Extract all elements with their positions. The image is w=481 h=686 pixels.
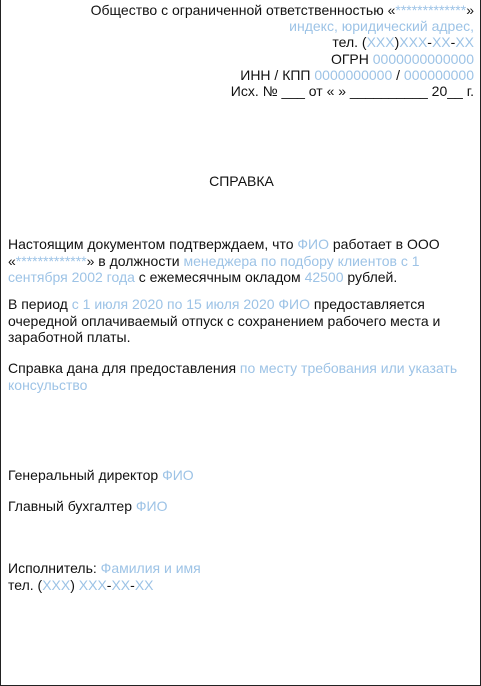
phone-part-2: XX: [111, 576, 131, 593]
salary-placeholder: 42500: [304, 269, 344, 285]
executor-phone-line: [8, 577, 473, 594]
letterhead: [91, 2, 474, 99]
phone-part-3: XX: [455, 34, 474, 51]
text: Справка дана для предоставления: [8, 360, 240, 376]
executor-line: [8, 560, 473, 577]
purpose-paragraph: [8, 360, 473, 393]
accountant-label: Главный бухгалтер: [8, 498, 136, 514]
inn-kpp-label: ИНН / КПП: [240, 66, 315, 83]
director-label: Генеральный директор: [8, 467, 163, 483]
executor-label: Исполнитель:: [8, 560, 101, 576]
text: В период: [8, 296, 72, 312]
text: » в должности: [86, 252, 184, 269]
text: Настоящим документом подтверждаем, что: [8, 236, 298, 252]
director-signature: [8, 467, 473, 484]
phone-part-1: XXX: [78, 576, 107, 593]
phone-dash-2: -: [450, 34, 456, 51]
phone-code: XXX: [42, 576, 71, 593]
inn-kpp-line: [91, 67, 474, 83]
text: с ежемесячным окладом: [134, 269, 305, 285]
position-date-placeholder: менеджера по подбору клиентов с 1 сентября 2002 года: [8, 252, 420, 285]
phone-dash-2: -: [130, 576, 135, 593]
purpose-placeholder: по месту требования или указать консульство: [8, 360, 458, 393]
ogrn-line: [91, 51, 474, 67]
phone-part-1: XXX: [399, 34, 428, 51]
text: предоставляется очередной оплачиваемый отпуск с сохранением рабочего места и заработной платы.: [8, 296, 441, 345]
accountant-fio-placeholder: ФИО: [135, 498, 168, 514]
phone-part-2: XX: [431, 34, 451, 51]
text: рублей.: [343, 269, 398, 285]
address-line: [91, 18, 474, 34]
outgoing-number-line: Исх. № ___ от « » __________ 20__ г.: [230, 83, 474, 100]
address-placeholder: индекс, юридический адрес,: [289, 18, 474, 35]
phone-dash-1: -: [106, 576, 112, 593]
employment-paragraph: [8, 236, 473, 286]
phone-line: [91, 34, 474, 50]
phone-label: тел. (: [8, 576, 43, 593]
phone-dash-1: -: [427, 34, 432, 51]
company-suffix: »: [466, 2, 474, 18]
inn-value: 0000000000: [314, 66, 393, 83]
company-name-line: [91, 2, 474, 18]
phone-part-3: XX: [134, 576, 154, 593]
document-title: СПРАВКА: [209, 173, 274, 189]
executor-name-placeholder: Фамилия и имя: [100, 560, 201, 576]
executor-block: [8, 560, 473, 593]
director-fio-placeholder: ФИО: [162, 467, 194, 483]
ogrn-label: ОГРН: [330, 50, 373, 67]
employee-fio-placeholder: ФИО: [297, 236, 329, 252]
vacation-paragraph: [8, 296, 473, 346]
kpp-value: 000000000: [403, 66, 474, 83]
inn-kpp-separator: /: [392, 66, 404, 83]
phone-code: XXX: [366, 34, 395, 51]
text: работает в ООО «: [8, 236, 440, 269]
phone-label: тел. (: [332, 34, 367, 51]
company-placeholder: *************: [15, 252, 87, 269]
company-name-placeholder: *************: [395, 2, 467, 18]
phone-bracket: ): [70, 576, 79, 593]
company-prefix: Общество с ограниченной ответственностью «: [90, 2, 396, 18]
phone-bracket: ): [394, 34, 400, 51]
vacation-period-placeholder: с 1 июля 2020 по 15 июля 2020 ФИО: [71, 296, 311, 312]
accountant-signature: [8, 498, 473, 515]
ogrn-value: 0000000000000: [372, 50, 474, 67]
